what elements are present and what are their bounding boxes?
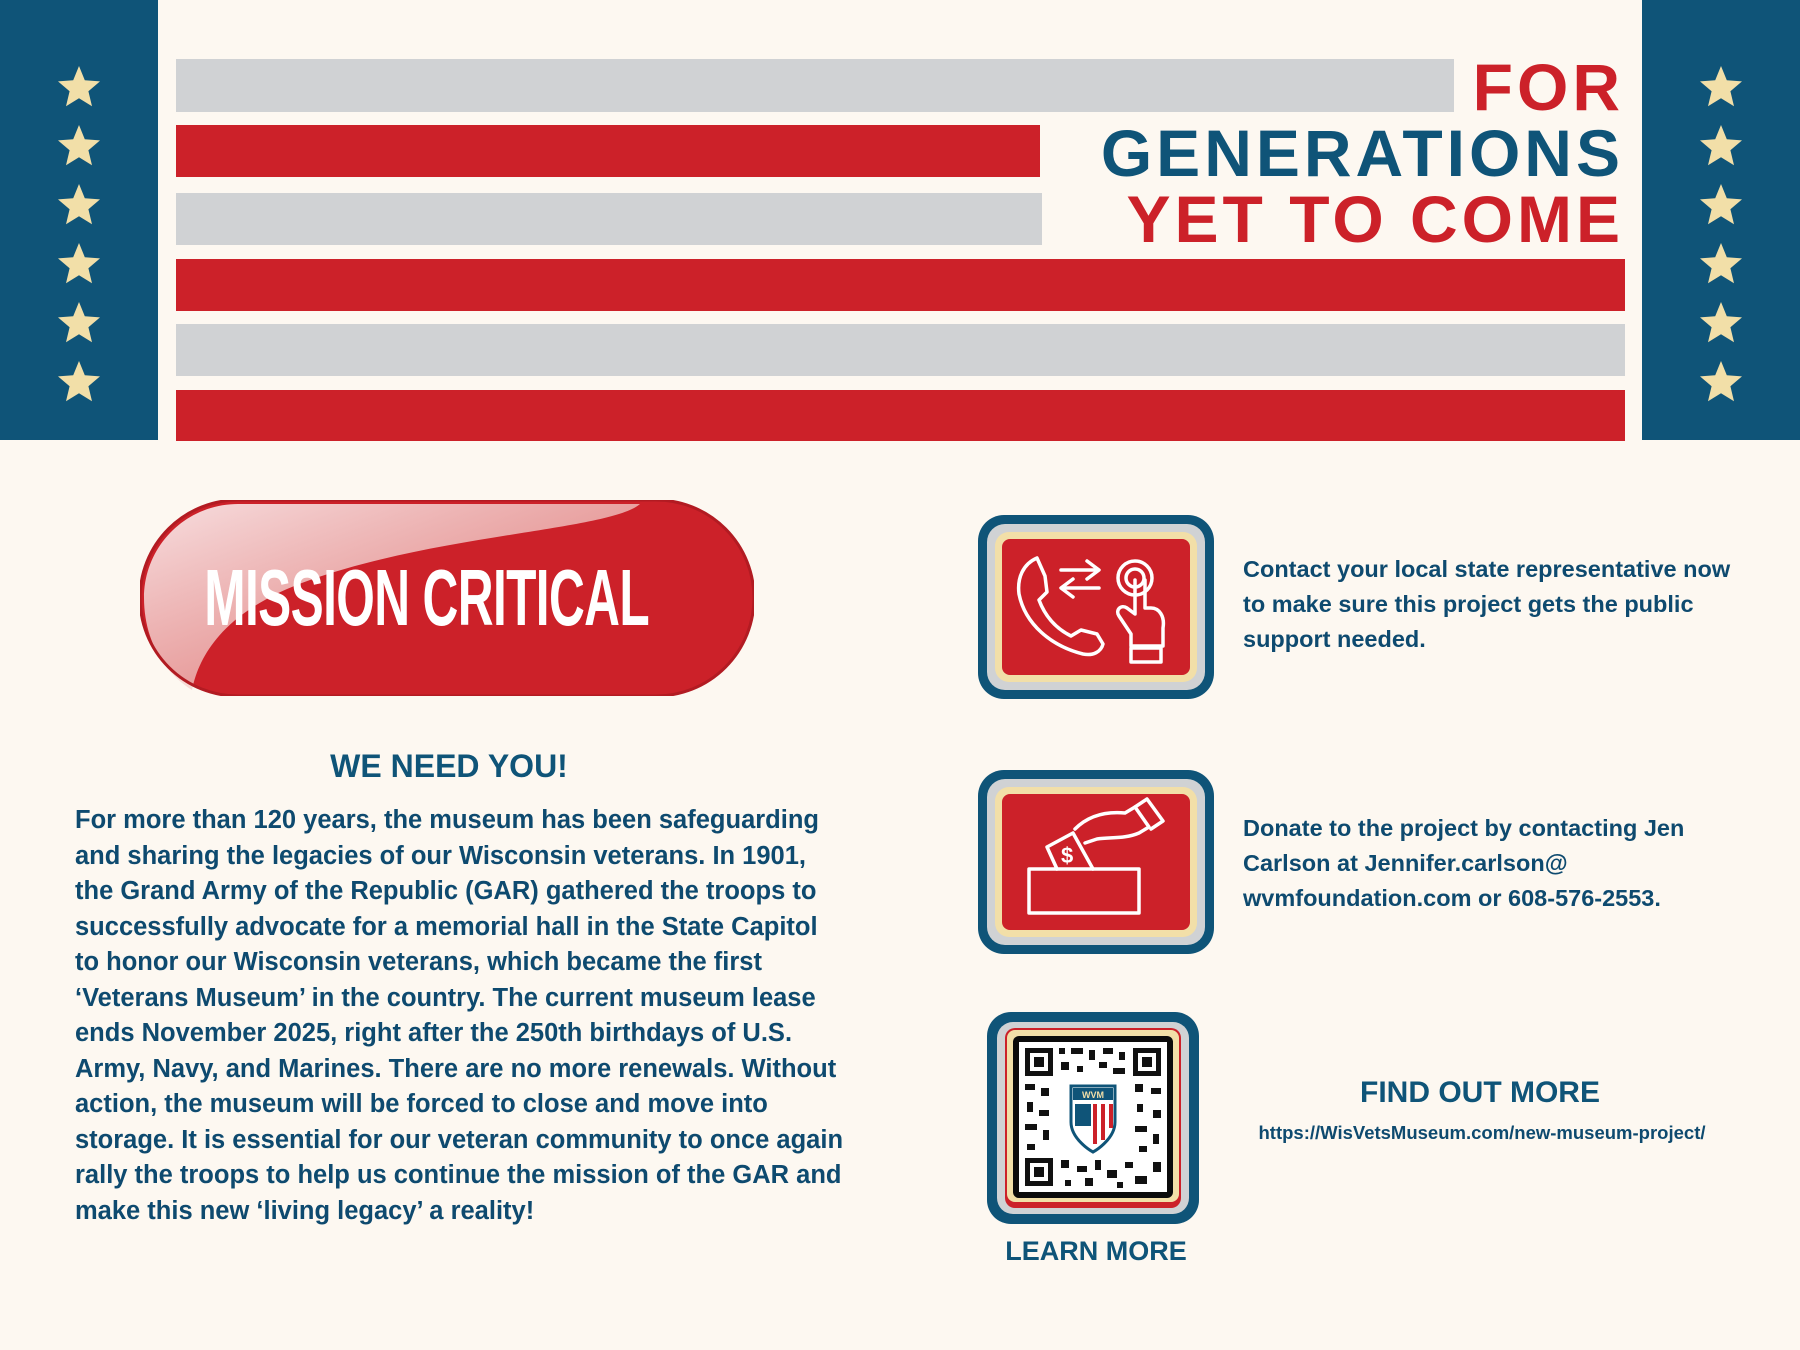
star-icon [1697, 358, 1745, 406]
flag-stripe [176, 390, 1625, 441]
section-title: WE NEED YOU! [330, 748, 568, 784]
contact-representative-text: Contact your local state representative now to make sure this project gets the public support needed. [1243, 556, 1731, 652]
star-icon [55, 240, 103, 288]
flag-stripe [176, 259, 1625, 311]
phone-contact-icon[interactable] [975, 512, 1217, 702]
mission-badge-label: MISSION CRITICAL [204, 553, 650, 642]
find-out-more-title: FIND OUT MORE [1360, 1076, 1600, 1109]
star-icon [1697, 240, 1745, 288]
star-icon [1697, 122, 1745, 170]
star-icon [55, 299, 103, 347]
mission-badge [140, 500, 754, 696]
flag-stripe [176, 324, 1625, 376]
left-star-panel [0, 0, 158, 440]
headline-line-3: YET TO COME [1126, 182, 1624, 256]
donate-text: Donate to the project by contacting Jen Carlson at Jennifer.carlson@ wvmfoundation.com or 608-576-2553. [1243, 815, 1685, 911]
flag-stripe [176, 125, 1040, 177]
headline [1100, 50, 1624, 256]
star-icon [55, 358, 103, 406]
headline-line-1: FOR [1472, 50, 1624, 124]
donate-icon[interactable] [975, 767, 1217, 957]
star-icon [1697, 181, 1745, 229]
qr-code-icon[interactable] [985, 1010, 1201, 1226]
qr-badge-label: WVM [1082, 1090, 1104, 1100]
right-star-panel [1642, 0, 1800, 440]
body-paragraph: For more than 120 years, the museum has been safeguarding and sharing the legacies of our Wisconsin veterans. In 1901, the Grand Army of the Republic (GAR) gathered the troops to successfully advocate for a memorial hall in the State Capitol to honor our Wisconsin veterans, which became the first ‘Veterans Museum’ in the country. The current museum lease ends November 2025, right after the 250th birthdays of U.S. Army, Navy, and Marines. There are no more renewals. Without action, the museum will be forced to close and move into storage. It is essential for our veteran community to once again rally the troops to help us continue the mission of the GAR and make this new ‘living legacy’ a reality! [75, 806, 844, 1225]
star-icon [55, 122, 103, 170]
star-icon [55, 181, 103, 229]
learn-more-label: LEARN MORE [1005, 1236, 1187, 1266]
star-icon [1697, 299, 1745, 347]
star-icon [55, 63, 103, 111]
svg-text:$: $ [1061, 843, 1074, 868]
headline-line-2: GENERATIONS [1100, 116, 1624, 190]
museum-project-link[interactable]: https://WisVetsMuseum.com/new-museum-project/ [1258, 1122, 1706, 1143]
flag-stripe [176, 193, 1042, 245]
star-icon [1697, 63, 1745, 111]
